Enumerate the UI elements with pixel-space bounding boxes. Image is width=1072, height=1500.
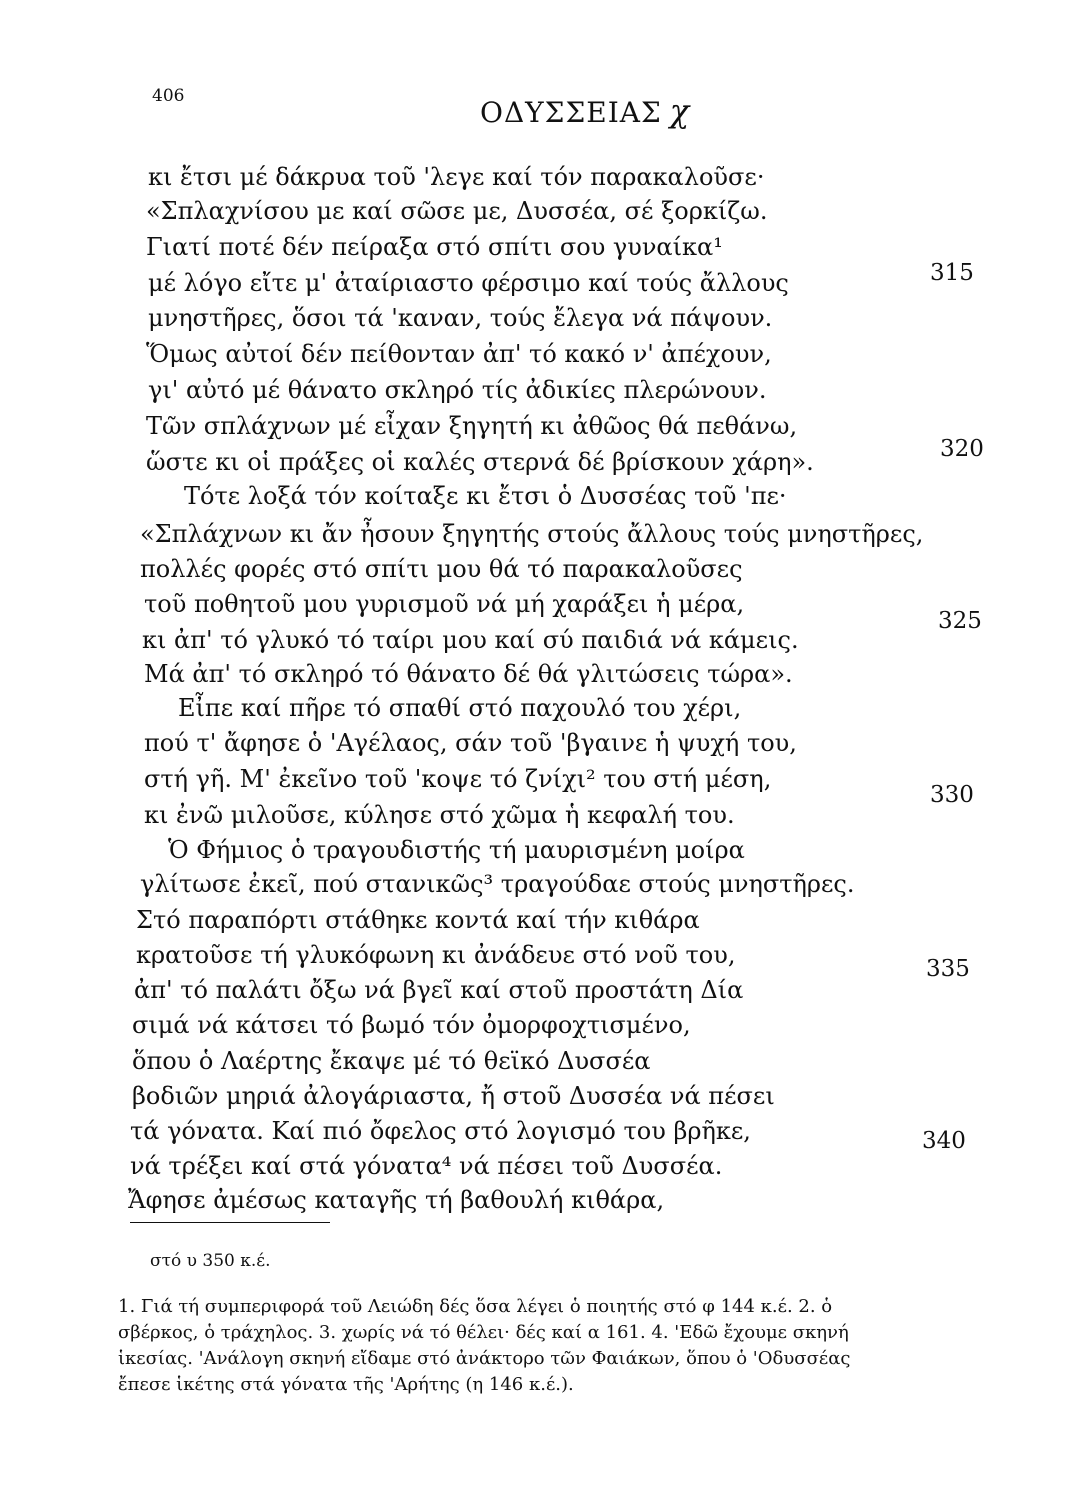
verse-line: κι ἀπ' τό γλυκό τό ταίρι μου καί σύ παιδιά νά κάμεις.	[142, 626, 799, 654]
verse-line: κι ἔτσι μέ δάκρυα τοῦ 'λεγε καί τόν παρακαλοῦσε·	[148, 163, 765, 191]
footnote-line: ἱκεσίας. 'Ανάλογη σκηνή εἴδαμε στό ἀνάκτορο τῶν Φαιάκων, ὅπου ὁ 'Οδυσσέας	[118, 1348, 851, 1369]
page-number: 406	[152, 86, 185, 106]
line-number: 315	[930, 260, 974, 286]
footnotes	[118, 1294, 958, 1398]
verse-line: «Σπλάχνων κι ἄν ἦσουν ξηγητής στούς ἄλλους τούς μνηστῆρες,	[140, 520, 924, 548]
line-number: 325	[938, 608, 982, 634]
line-number: 335	[926, 956, 970, 982]
verse-line: Ἄφησε ἀμέσως καταγῆς τή βαθουλή κιθάρα,	[128, 1186, 665, 1214]
verse-line: Τῶν σπλάχνων μέ εἶχαν ξηγητή κι ἀθῶος θά πεθάνω,	[146, 412, 798, 440]
verse-line: κρατοῦσε τή γλυκόφωνη κι ἀνάδευε στό νοῦ του,	[136, 941, 736, 969]
footnote-line: σβέρκος, ὁ τράχηλος. 3. χωρίς νά τό θέλει· δές καί α 161. 4. 'Εδῶ ἔχουμε σκηνή	[118, 1322, 849, 1343]
verse-line: «Σπλαχνίσου με καί σῶσε με, Δυσσέα, σέ ξορκίζω.	[146, 197, 768, 225]
verse-line: Εἶπε καί πῆρε τό σπαθί στό παχουλό του χέρι,	[178, 694, 742, 722]
running-title	[480, 92, 690, 130]
verse-line: τοῦ ποθητοῦ μου γυρισμοῦ νά μή χαράξει ἡ μέρα,	[144, 590, 745, 618]
verse-line: πολλές φορές στό σπίτι μου θά τό παρακαλοῦσες	[140, 555, 743, 583]
verse-line: Τότε λοξά τόν κοίταξε κι ἔτσι ὁ Δυσσέας τοῦ 'πε·	[184, 482, 787, 510]
verse-line: τά γόνατα. Καί πιό ὄφελος στό λογισμό του βρῆκε,	[130, 1117, 751, 1145]
footnote-reference: στό υ 350 κ.έ.	[150, 1251, 271, 1271]
verse-line: Μά ἀπ' τό σκληρό τό θάνατο δέ θά γλιτώσεις τώρα».	[144, 660, 793, 688]
verse-line: ὅπου ὁ Λαέρτης ἔκαψε μέ τό θεϊκό Δυσσέα	[132, 1047, 651, 1075]
book-title: ΟΔΥΣΣΕΙΑΣ	[480, 96, 662, 129]
verse-line: Στό παραπόρτι στάθηκε κοντά καί τήν κιθάρα	[136, 906, 700, 934]
verse-line: Ὁ Φήμιος ὁ τραγουδιστής τή μαυρισμένη μοίρα	[168, 836, 745, 864]
footnote-line: 1. Γιά τή συμπεριφορά τοῦ Λειώδη δές ὅσα λέγει ὁ ποιητής στό φ 144 κ.έ. 2. ὁ	[118, 1296, 833, 1317]
verse-line: ὥστε κι οἱ πράξες οἱ καλές στερνά δέ βρίσκουν χάρη».	[146, 448, 814, 476]
verse-line: γλίτωσε ἐκεῖ, πού στανικῶς³ τραγούδαε στούς μνηστῆρες.	[140, 870, 855, 898]
verse-line: γι' αὐτό μέ θάνατο σκληρό τίς ἀδικίες πλερώνουν.	[148, 376, 767, 404]
verse-line: βοδιῶν μηριά ἀλογάριαστα, ἤ στοῦ Δυσσέα νά πέσει	[132, 1082, 775, 1110]
verse-line: Γιατί ποτέ δέν πείραξα στό σπίτι σου γυναίκα¹	[146, 233, 723, 261]
verse-line: κι ἐνῶ μιλοῦσε, κύλησε στό χῶμα ἡ κεφαλή του.	[144, 801, 735, 829]
line-number: 340	[922, 1128, 966, 1154]
footnote-line: ἔπεσε ἱκέτης στά γόνατα τῆς 'Αρήτης (η 146 κ.έ.).	[118, 1374, 574, 1395]
verse-line: μνηστῆρες, ὅσοι τά 'καναν, τούς ἔλεγα νά πάψουν.	[148, 304, 773, 332]
verse-line: Ὅμως αὐτοί δέν πείθονταν ἀπ' τό κακό ν' ἀπέχουν,	[146, 340, 772, 368]
verse-line: μέ λόγο εἴτε μ' ἀταίριαστο φέρσιμο καί τούς ἄλλους	[148, 269, 789, 297]
line-number: 320	[940, 436, 984, 462]
verse-line: πού τ' ἄφησε ὁ 'Αγέλαος, σάν τοῦ 'βγαινε ἡ ψυχή του,	[144, 729, 797, 757]
verse-line: στή γῆ. Μ' ἐκεῖνο τοῦ 'κοψε τό ζνίχι² του στή μέση,	[144, 765, 772, 793]
line-number: 330	[930, 782, 974, 808]
footnote-divider	[130, 1222, 330, 1223]
verse-line: ἀπ' τό παλάτι ὄξω νά βγεῖ καί στοῦ προστάτη Δία	[134, 976, 744, 1004]
book-letter: χ	[669, 92, 691, 130]
verse-line: νά τρέξει καί στά γόνατα⁴ νά πέσει τοῦ Δυσσέα.	[130, 1152, 723, 1180]
verse-line: σιμά νά κάτσει τό βωμό τόν ὀμορφοχτισμένο,	[132, 1011, 691, 1039]
